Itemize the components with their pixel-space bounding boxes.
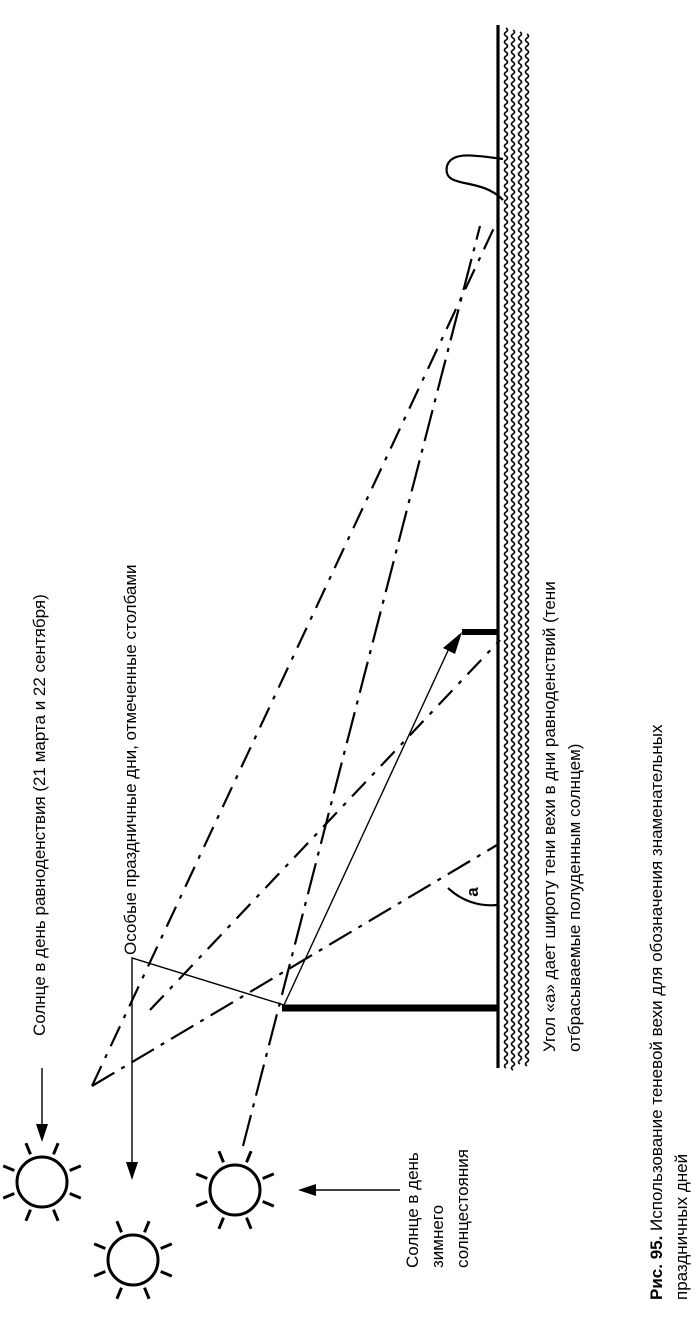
sun-ray (26, 1210, 31, 1221)
label-winter-sun-line2: зимнего (428, 1204, 447, 1268)
arrowhead-equinox-sun (36, 1124, 48, 1142)
sun-icon-winter-solstice (196, 1151, 274, 1229)
sun-ray (117, 1221, 122, 1232)
sun-ray (117, 1288, 122, 1299)
festival-post-far (447, 155, 503, 200)
sun-ray (263, 1202, 274, 1207)
sun-disc (17, 1157, 67, 1207)
ray-equinox-noon (92, 845, 497, 1086)
pointer-line-to-post (284, 642, 452, 1005)
angle-label: a (463, 887, 482, 897)
figure-caption-line2: праздничных дней (672, 1153, 691, 1300)
pointer-arrows (36, 632, 462, 1196)
sun-ray (247, 1218, 252, 1229)
figure-caption-rest: Использование теневой вехи для обозначения знаменательных (647, 724, 666, 1236)
sun-ray (3, 1166, 14, 1171)
ray-sun1-far-post (92, 215, 500, 1086)
sun-ray (247, 1151, 252, 1162)
sun-ray (145, 1288, 150, 1299)
sun-ray (94, 1272, 105, 1277)
sun-icon-festival (94, 1221, 172, 1299)
sun-ray (196, 1174, 207, 1179)
sun-ray (70, 1194, 81, 1199)
label-special-days: Особые праздничные дни, отмеченные столбами (121, 564, 140, 955)
sun-ray (161, 1272, 172, 1277)
label-equinox-sun: Солнце в день равноденствия (21 марта и 22 сентября) (30, 594, 49, 1036)
arrowhead-winter-sun (298, 1184, 316, 1196)
sun-ray (54, 1143, 59, 1154)
sun-icon-equinox (3, 1143, 81, 1221)
sun-disc (210, 1165, 260, 1215)
sun-ray (219, 1151, 224, 1162)
ground (498, 25, 529, 1070)
arrowhead-to-post (443, 632, 462, 654)
sun-ray (3, 1194, 14, 1199)
sun-ray (26, 1143, 31, 1154)
sun-ray (70, 1166, 81, 1171)
sun-ray (161, 1244, 172, 1249)
arrowhead-to-sun (126, 1162, 138, 1180)
figure-caption-line1 (647, 724, 666, 1300)
sun-ray (219, 1218, 224, 1229)
sun-ray (94, 1244, 105, 1249)
figure-label: Рис. 95. (647, 1235, 666, 1300)
angle-note-line2: отбрасываемые полуденным солнцем) (565, 743, 584, 1052)
sun-ray (145, 1221, 150, 1232)
ground-wavy-texture (505, 28, 529, 1070)
sun-ray (263, 1174, 274, 1179)
pointer-line-to-sun (132, 958, 284, 1168)
sun-disc (108, 1235, 158, 1285)
label-winter-sun-line1: Солнце в день (403, 1152, 422, 1268)
label-winter-sun-line3: солнцестояния (453, 1149, 472, 1268)
sun-ray (54, 1210, 59, 1221)
sun-ray (196, 1202, 207, 1207)
angle-note-line1: Угол «a» дает широту тени вехи в дни равноденствий (тени (540, 581, 559, 1052)
